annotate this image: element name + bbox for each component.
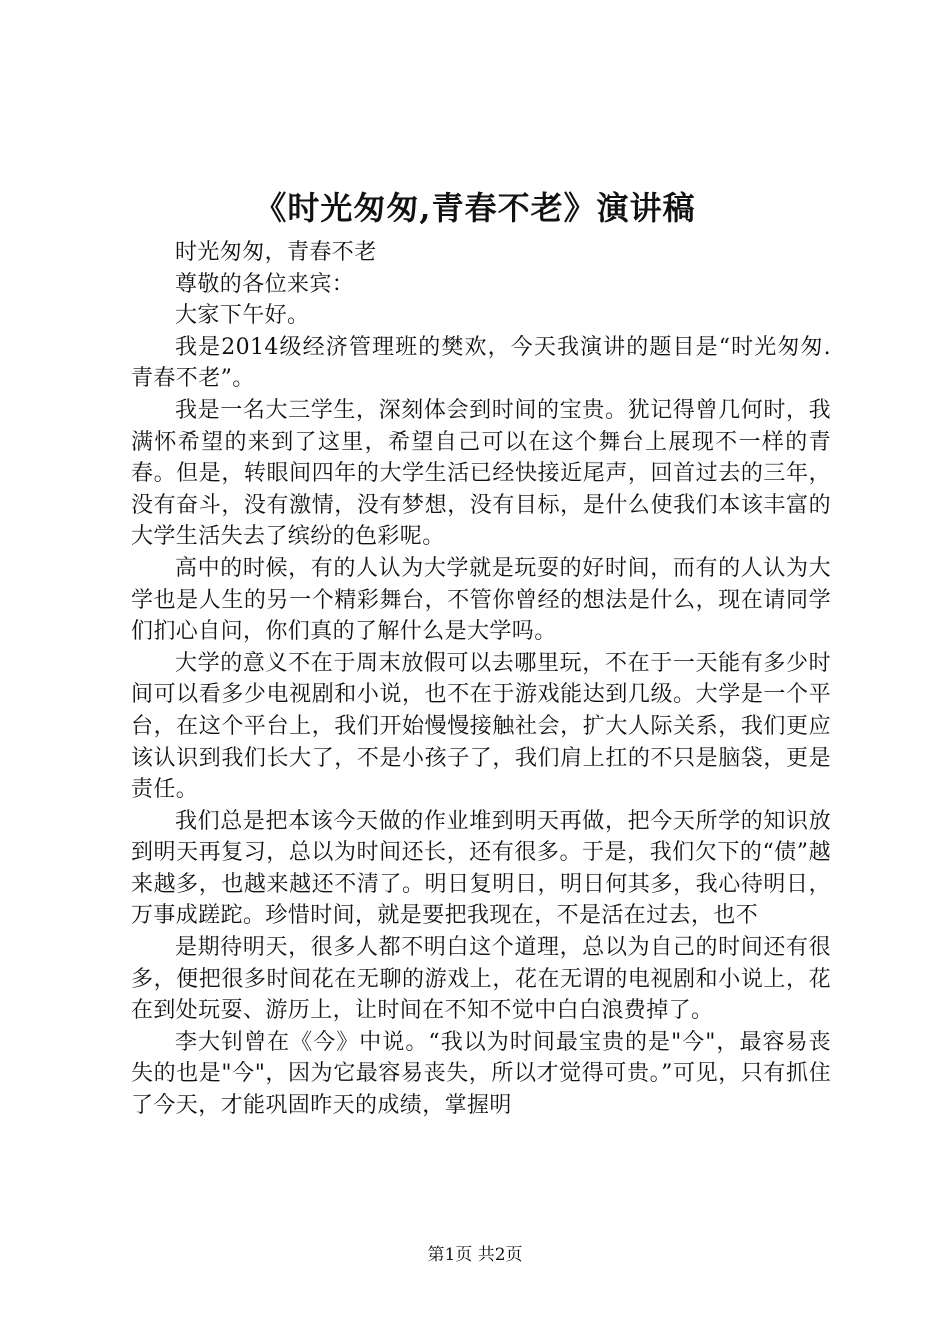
body-paragraph: 是期待明天，很多人都不明白这个道理，总以为自己的时间还有很多，便把很多时间花在无聊的游戏上，花在无谓的电视剧和小说上，花在到处玩耍、游历上，让时间在不知不觉中白白浪费掉了。 <box>131 935 831 1024</box>
body-paragraph: 大学的意义不在于周末放假可以去哪里玩，不在于一天能有多少时间可以看多少电视剧和小说，也不在于游戏能达到几级。大学是一个平台，在这个平台上，我们开始慢慢接触社会，扩大人际关系，我们更应该认识到我们长大了，不是小孩子了，我们肩上扛的不只是脑袋，更是责任。 <box>131 650 831 803</box>
body-paragraph: 我是一名大三学生，深刻体会到时间的宝贵。犹记得曾几何时，我满怀希望的来到了这里，希望自己可以在这个舞台上展现不一样的青春。但是，转眼间四年的大学生活已经快接近尾声，回首过去的三年，没有奋斗，没有激情，没有梦想，没有目标，是什么使我们本该丰富的大学生活失去了缤纷的色彩呢。 <box>131 397 831 550</box>
body-paragraph: 大家下午好。 <box>175 303 310 329</box>
page-footer: 第1页 共2页 <box>427 1245 523 1265</box>
body-paragraph: 我们总是把本该今天做的作业堆到明天再做，把今天所学的知识放到明天再复习，总以为时间还长，还有很多。于是，我们欠下的“债”越来越多，也越来越还不清了。明日复明日，明日何其多，我心待明日，万事成蹉跎。珍惜时间，就是要把我现在，不是活在过去，也不 <box>131 808 831 929</box>
body-paragraph: 李大钊曾在《今》中说。“我以为时间最宝贵的是"今"，最容易丧失的也是"今"，因为它最容易丧失，所以才觉得可贵。”可见，只有抓住了今天，才能巩固昨天的成绩，掌握明 <box>131 1029 831 1119</box>
body-paragraph: 时光匆匆，青春不老 <box>175 240 377 265</box>
body-paragraph: 尊敬的各位来宾： <box>175 271 355 297</box>
document-title: 《时光匆匆,青春不老》演讲稿 <box>254 189 696 227</box>
body-paragraph: 我是2014级经济管理班的樊欢，今天我演讲的题目是“时光匆匆.青春不老”。 <box>131 334 831 392</box>
document-body <box>131 237 831 1122</box>
body-paragraph: 高中的时候，有的人认为大学就是玩耍的好时间，而有的人认为大学也是人生的另一个精彩舞台，不管你曾经的想法是什么，现在请同学们扪心自问，你们真的了解什么是大学吗。 <box>131 555 831 645</box>
